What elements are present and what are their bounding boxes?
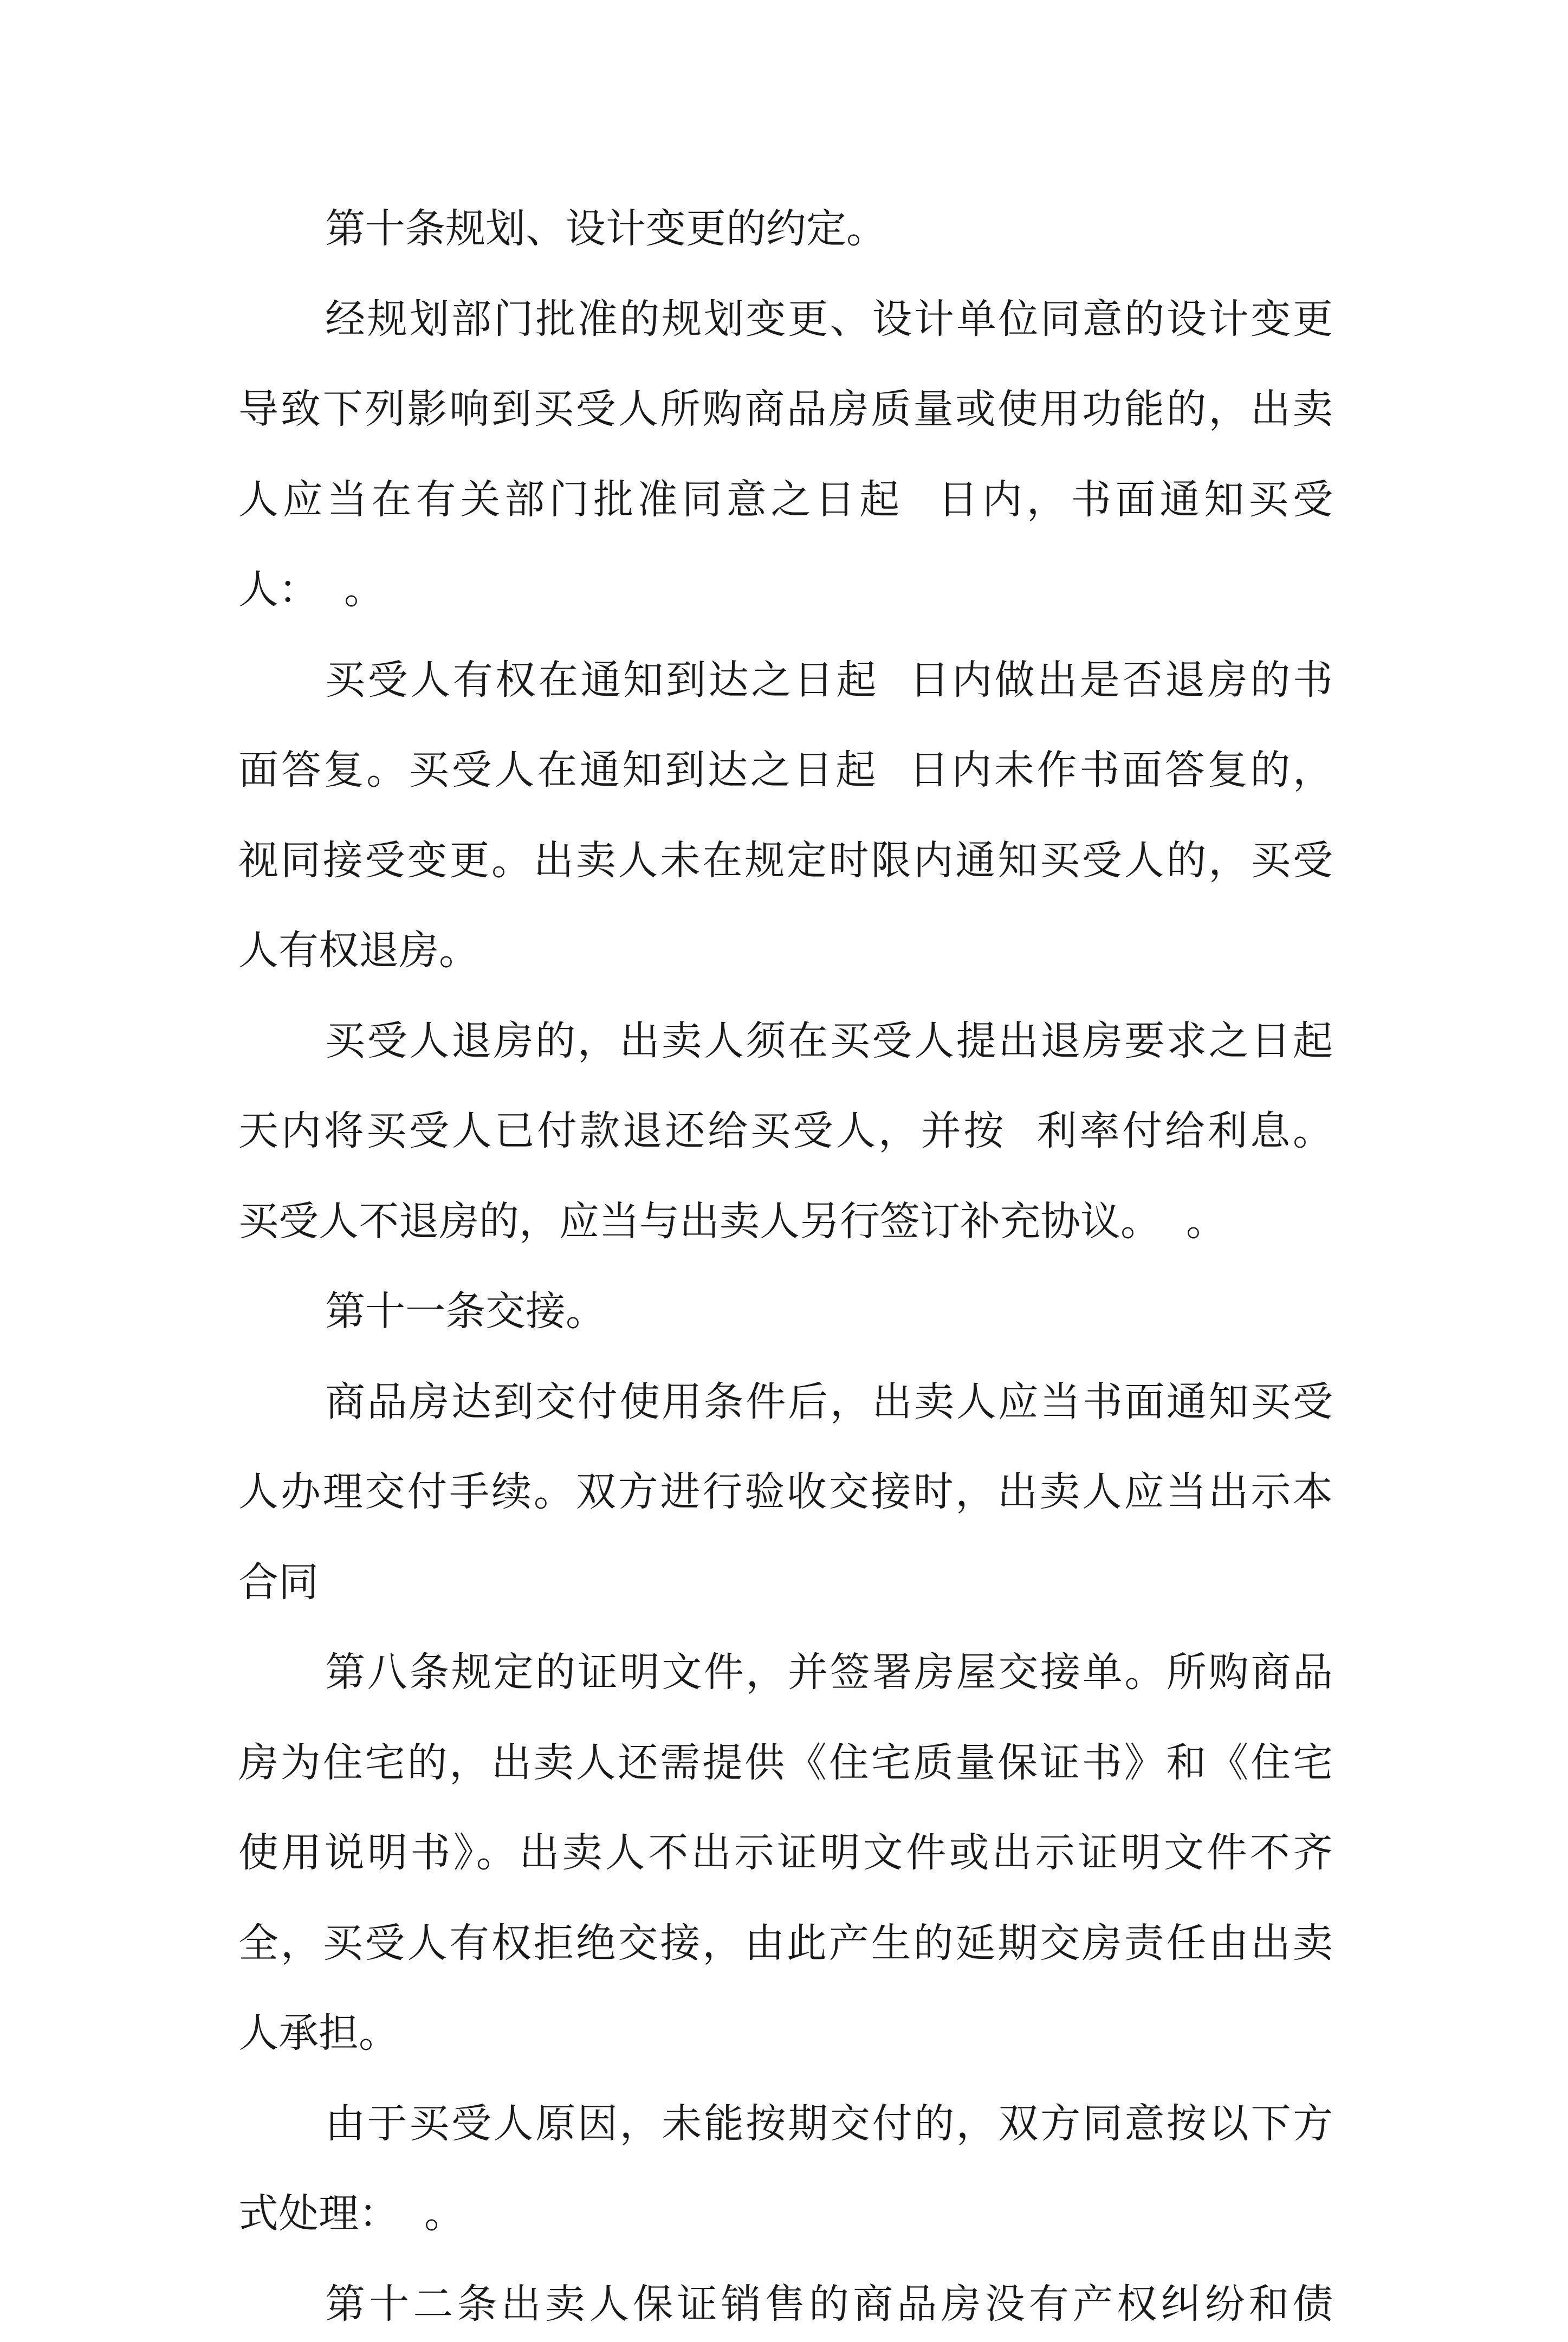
text-line: 买受人不退房的，应当与出卖人另行签订补充协议。 。: [238, 1198, 1227, 1245]
text-line: 人应当在有关部门批准同意之日起 日内，书面通知买受: [238, 476, 1333, 523]
text-line: 导致下列影响到买受人所购商品房质量或使用功能的，出卖: [238, 386, 1333, 432]
text-line: 人： 。: [238, 566, 385, 613]
text-line: 第八条规定的证明文件，并签署房屋交接单。所购商品: [325, 1649, 1333, 1696]
text-line: 买受人有权在通知到达之日起 日内做出是否退房的书: [325, 657, 1333, 703]
text-line: 第十一条交接。: [325, 1288, 606, 1335]
text-line: 房为住宅的，出卖人还需提供《住宅质量保证书》和《住宅: [238, 1739, 1333, 1786]
text-line: 视同接受变更。出卖人未在规定时限内通知买受人的，买受: [238, 837, 1333, 884]
text-line: 人有权退房。: [238, 927, 479, 974]
text-line: 人承担。: [238, 2010, 399, 2056]
text-line: 经规划部门批准的规划变更、设计单位同意的设计变更: [325, 296, 1333, 342]
text-line: 商品房达到交付使用条件后，出卖人应当书面通知买受: [325, 1379, 1333, 1425]
text-line: 由于买受人原因，未能按期交付的，双方同意按以下方: [325, 2100, 1333, 2147]
text-line: 天内将买受人已付款退还给买受人，并按 利率付给利息。: [238, 1108, 1333, 1154]
text-line: 合同: [238, 1559, 319, 1606]
text-line: 人办理交付手续。双方进行验收交接时，出卖人应当出示本: [238, 1468, 1333, 1515]
text-line: 第十条规划、设计变更的约定。: [325, 205, 886, 252]
text-line: 第十二条出卖人保证销售的商品房没有产权纠纷和债: [325, 2281, 1333, 2327]
text-line: 面答复。买受人在通知到达之日起 日内未作书面答复的，: [238, 747, 1333, 793]
text-line: 使用说明书》。出卖人不出示证明文件或出示证明文件不齐: [238, 1829, 1333, 1876]
text-line: 式处理： 。: [238, 2190, 465, 2237]
text-line: 买受人退房的，出卖人须在买受人提出退房要求之日起: [325, 1018, 1333, 1064]
text-line: 全，买受人有权拒绝交接，由此产生的延期交房责任由出卖: [238, 1920, 1333, 1966]
